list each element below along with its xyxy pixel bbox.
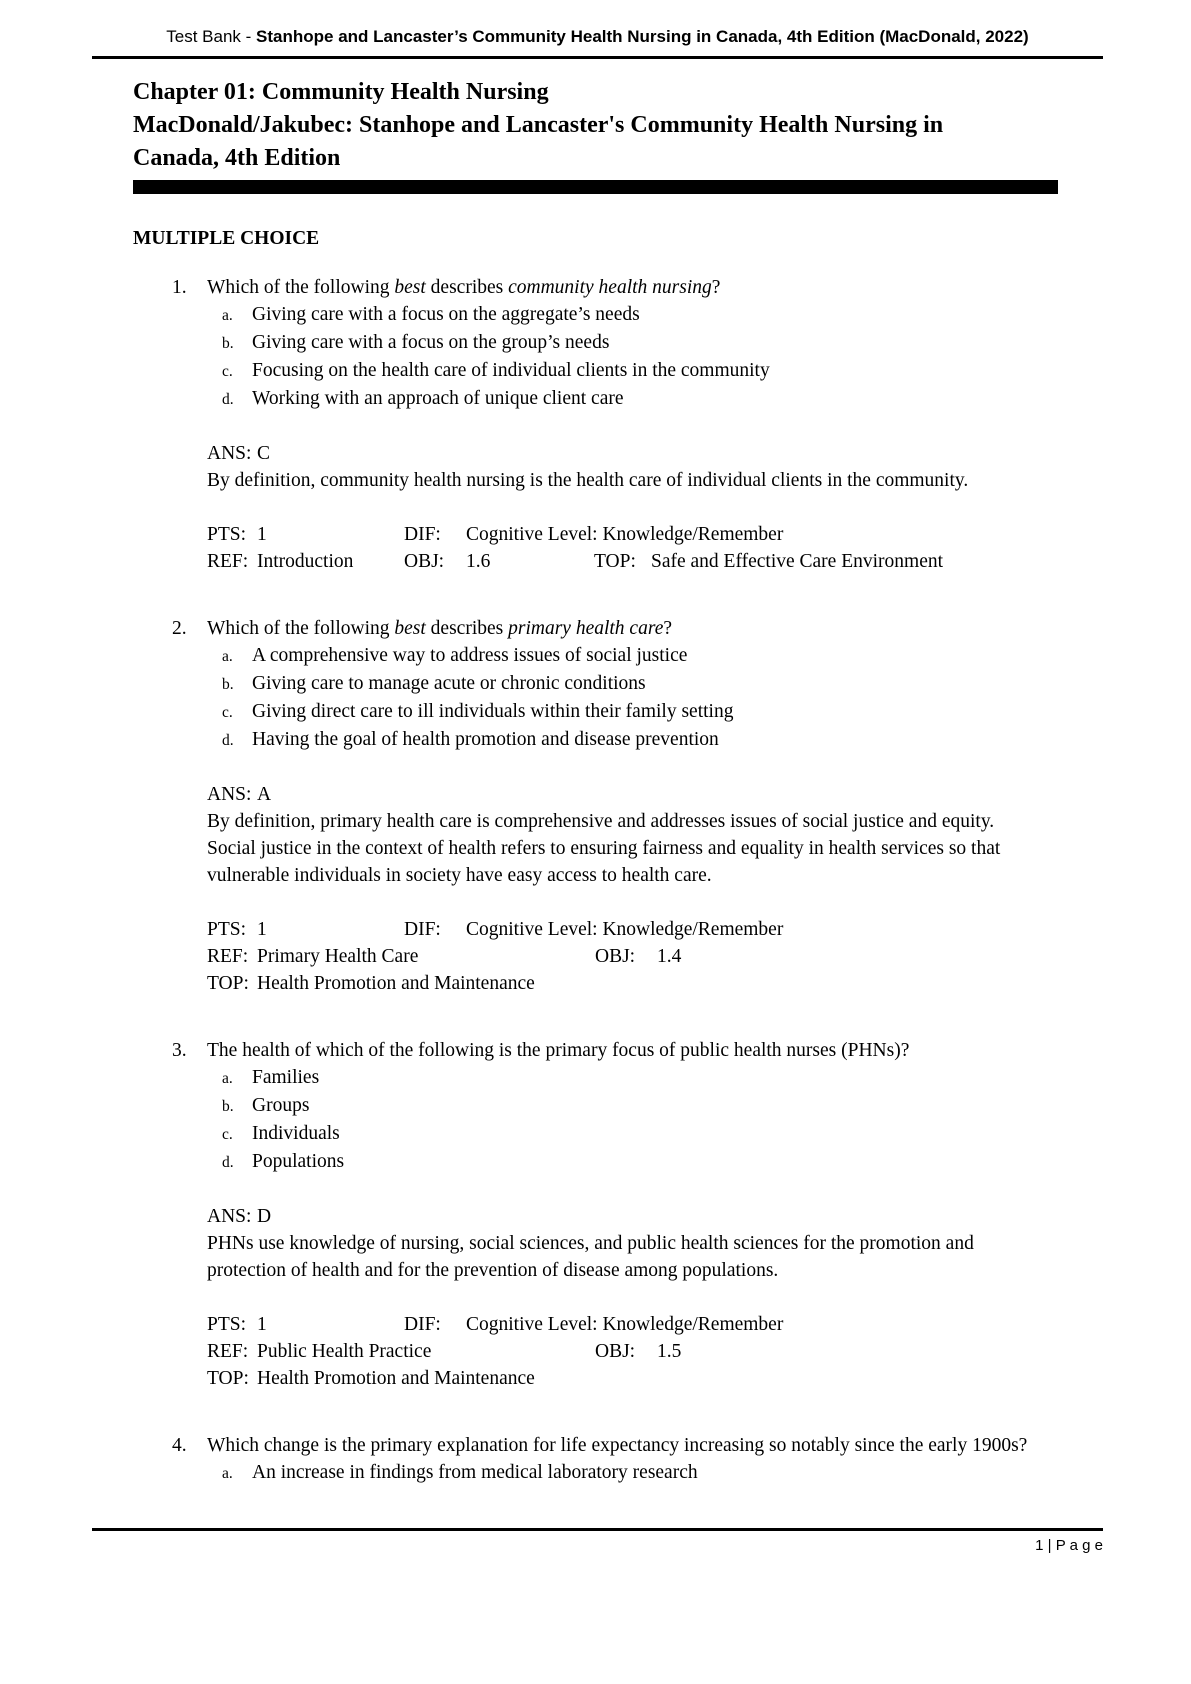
stem-text: describes xyxy=(425,277,509,298)
page-footer xyxy=(92,1528,1103,1554)
meta-row xyxy=(207,943,1048,970)
meta-value: 1.5 xyxy=(657,1341,682,1362)
meta-value: Safe and Effective Care Environment xyxy=(651,551,944,572)
option-text: Giving care with a focus on the group’s needs xyxy=(252,332,610,353)
meta-row xyxy=(207,1311,1048,1338)
meta-label: OBJ: xyxy=(595,1341,636,1362)
option-letter: c. xyxy=(222,363,233,380)
option-letter: d. xyxy=(222,391,234,408)
stem-italic: community health nursing xyxy=(508,277,712,298)
option-text: Working with an approach of unique client care xyxy=(252,388,624,409)
option-d xyxy=(222,385,1048,413)
question-metadata xyxy=(207,916,1048,997)
question-1-stem-row xyxy=(172,274,1048,301)
meta-label: TOP: xyxy=(207,1368,249,1389)
option-a xyxy=(222,642,1048,670)
option-letter: b. xyxy=(222,676,234,693)
meta-value: Introduction xyxy=(257,551,354,572)
meta-value: Primary Health Care xyxy=(257,946,419,967)
option-text: Giving direct care to ill individuals within their family setting xyxy=(252,701,734,722)
page-header xyxy=(92,26,1103,48)
option-c xyxy=(222,1120,1048,1148)
document-body xyxy=(133,76,1048,1527)
meta-label: TOP: xyxy=(207,973,249,994)
header-rule xyxy=(92,56,1103,59)
option-text: A comprehensive way to address issues of social justice xyxy=(252,645,688,666)
question-2 xyxy=(172,615,1048,997)
meta-value: Health Promotion and Maintenance xyxy=(257,973,535,994)
stem-italic: primary health care xyxy=(508,618,664,639)
meta-row xyxy=(207,970,1048,997)
book-title: MacDonald/Jakubec: Stanhope and Lancaster's Community Health Nursing in Canada, 4th Edition xyxy=(133,112,944,171)
meta-value: 1 xyxy=(257,1314,267,1335)
question-3 xyxy=(172,1037,1048,1392)
page-header-prefix: Test Bank - xyxy=(166,27,257,46)
option-text: An increase in findings from medical laboratory research xyxy=(252,1462,698,1483)
option-letter: a. xyxy=(222,1465,233,1482)
meta-label: REF: xyxy=(207,1341,249,1362)
option-letter: c. xyxy=(222,704,233,721)
meta-label: DIF: xyxy=(404,524,441,545)
question-metadata xyxy=(207,521,1048,575)
answer-label: ANS: xyxy=(207,443,252,464)
meta-row xyxy=(207,1365,1048,1392)
option-text: Giving care with a focus on the aggregate’s needs xyxy=(252,304,640,325)
stem-text: Which of the following xyxy=(207,618,395,639)
meta-label: PTS: xyxy=(207,1314,247,1335)
question-number: 1. xyxy=(172,277,187,298)
answer-row xyxy=(207,781,1048,808)
meta-label: DIF: xyxy=(404,1314,441,1335)
option-text: Giving care to manage acute or chronic conditions xyxy=(252,673,646,694)
meta-value: Health Promotion and Maintenance xyxy=(257,1368,535,1389)
title-divider-bar xyxy=(133,180,1058,194)
option-letter: d. xyxy=(222,732,234,749)
stem-text: Which change is the primary explanation for life expectancy increasing so notably since the early 1900s? xyxy=(207,1435,1028,1456)
question-number: 4. xyxy=(172,1435,187,1456)
option-b xyxy=(222,670,1048,698)
page-header-title: Stanhope and Lancaster’s Community Health Nursing in Canada, 4th Edition (MacDonald, 2022) xyxy=(256,27,1029,46)
stem-text: ? xyxy=(663,618,673,639)
question-number: 3. xyxy=(172,1040,187,1061)
rationale: By definition, community health nursing is the health care of individual clients in the community. xyxy=(207,470,969,491)
meta-row xyxy=(207,916,1048,943)
option-d xyxy=(222,1148,1048,1176)
answer-value: A xyxy=(257,784,272,805)
question-4 xyxy=(172,1432,1048,1487)
meta-value: Public Health Practice xyxy=(257,1341,432,1362)
meta-value: 1 xyxy=(257,524,267,545)
meta-value: 1 xyxy=(257,919,267,940)
rationale: By definition, primary health care is comprehensive and addresses issues of social justice and equity. Social justice in the context of health refers to ensuring fairness and equality in health services so that vulnerable individuals in society have easy access to health care. xyxy=(207,811,1001,886)
option-a xyxy=(222,1459,1048,1487)
option-a xyxy=(222,1064,1048,1092)
meta-label: PTS: xyxy=(207,524,247,545)
meta-label: REF: xyxy=(207,551,249,572)
question-stem xyxy=(207,1037,909,1064)
option-letter: b. xyxy=(222,1098,234,1115)
meta-value: 1.4 xyxy=(657,946,682,967)
question-4-stem-row xyxy=(172,1432,1048,1459)
question-2-stem-row xyxy=(172,615,1048,642)
option-letter: a. xyxy=(222,648,233,665)
meta-label: OBJ: xyxy=(595,946,636,967)
answer-row xyxy=(207,1203,1048,1230)
option-text: Families xyxy=(252,1067,320,1088)
answer-value: D xyxy=(257,1206,272,1227)
meta-row xyxy=(207,548,1048,575)
option-letter: b. xyxy=(222,335,234,352)
meta-label: OBJ: xyxy=(404,551,445,572)
answer-value: C xyxy=(257,443,271,464)
meta-value: 1.6 xyxy=(466,551,491,572)
option-c xyxy=(222,698,1048,726)
stem-text: describes xyxy=(425,618,509,639)
title-block xyxy=(133,76,1013,175)
question-stem xyxy=(207,274,720,301)
question-3-stem-row xyxy=(172,1037,1048,1064)
option-a xyxy=(222,301,1048,329)
chapter-title: Chapter 01: Community Health Nursing xyxy=(133,79,549,105)
meta-label: PTS: xyxy=(207,919,247,940)
question-metadata xyxy=(207,1311,1048,1392)
meta-row xyxy=(207,521,1048,548)
answer-label: ANS: xyxy=(207,784,252,805)
question-stem xyxy=(207,615,672,642)
option-letter: d. xyxy=(222,1154,234,1171)
option-text: Focusing on the health care of individual clients in the community xyxy=(252,360,770,381)
option-text: Individuals xyxy=(252,1123,340,1144)
answer-row xyxy=(207,440,1048,467)
stem-italic: best xyxy=(394,277,426,298)
meta-row xyxy=(207,1338,1048,1365)
option-letter: a. xyxy=(222,1070,233,1087)
answer-label: ANS: xyxy=(207,1206,252,1227)
stem-text: The health of which of the following is the primary focus of public health nurses (PHNs)? xyxy=(207,1040,910,1061)
meta-value: Cognitive Level: Knowledge/Remember xyxy=(466,1314,784,1335)
question-1 xyxy=(172,274,1048,575)
rationale: PHNs use knowledge of nursing, social sciences, and public health sciences for the promotion and protection of health and for the prevention of disease among populations. xyxy=(207,1233,974,1281)
stem-text: ? xyxy=(711,277,721,298)
option-text: Populations xyxy=(252,1151,345,1172)
option-letter: c. xyxy=(222,1126,233,1143)
stem-italic: best xyxy=(394,618,426,639)
option-b xyxy=(222,329,1048,357)
meta-label: REF: xyxy=(207,946,249,967)
meta-label: DIF: xyxy=(404,919,441,940)
question-number: 2. xyxy=(172,618,187,639)
meta-value: Cognitive Level: Knowledge/Remember xyxy=(466,919,784,940)
option-letter: a. xyxy=(222,307,233,324)
section-heading: MULTIPLE CHOICE xyxy=(133,228,320,249)
stem-text: Which of the following xyxy=(207,277,395,298)
option-text: Groups xyxy=(252,1095,310,1116)
meta-label: TOP: xyxy=(594,551,636,572)
question-stem xyxy=(207,1432,1027,1459)
option-d xyxy=(222,726,1048,754)
meta-value: Cognitive Level: Knowledge/Remember xyxy=(466,524,784,545)
option-b xyxy=(222,1092,1048,1120)
page-number: 1 | P a g e xyxy=(1035,1537,1103,1554)
option-text: Having the goal of health promotion and disease prevention xyxy=(252,729,719,750)
option-c xyxy=(222,357,1048,385)
